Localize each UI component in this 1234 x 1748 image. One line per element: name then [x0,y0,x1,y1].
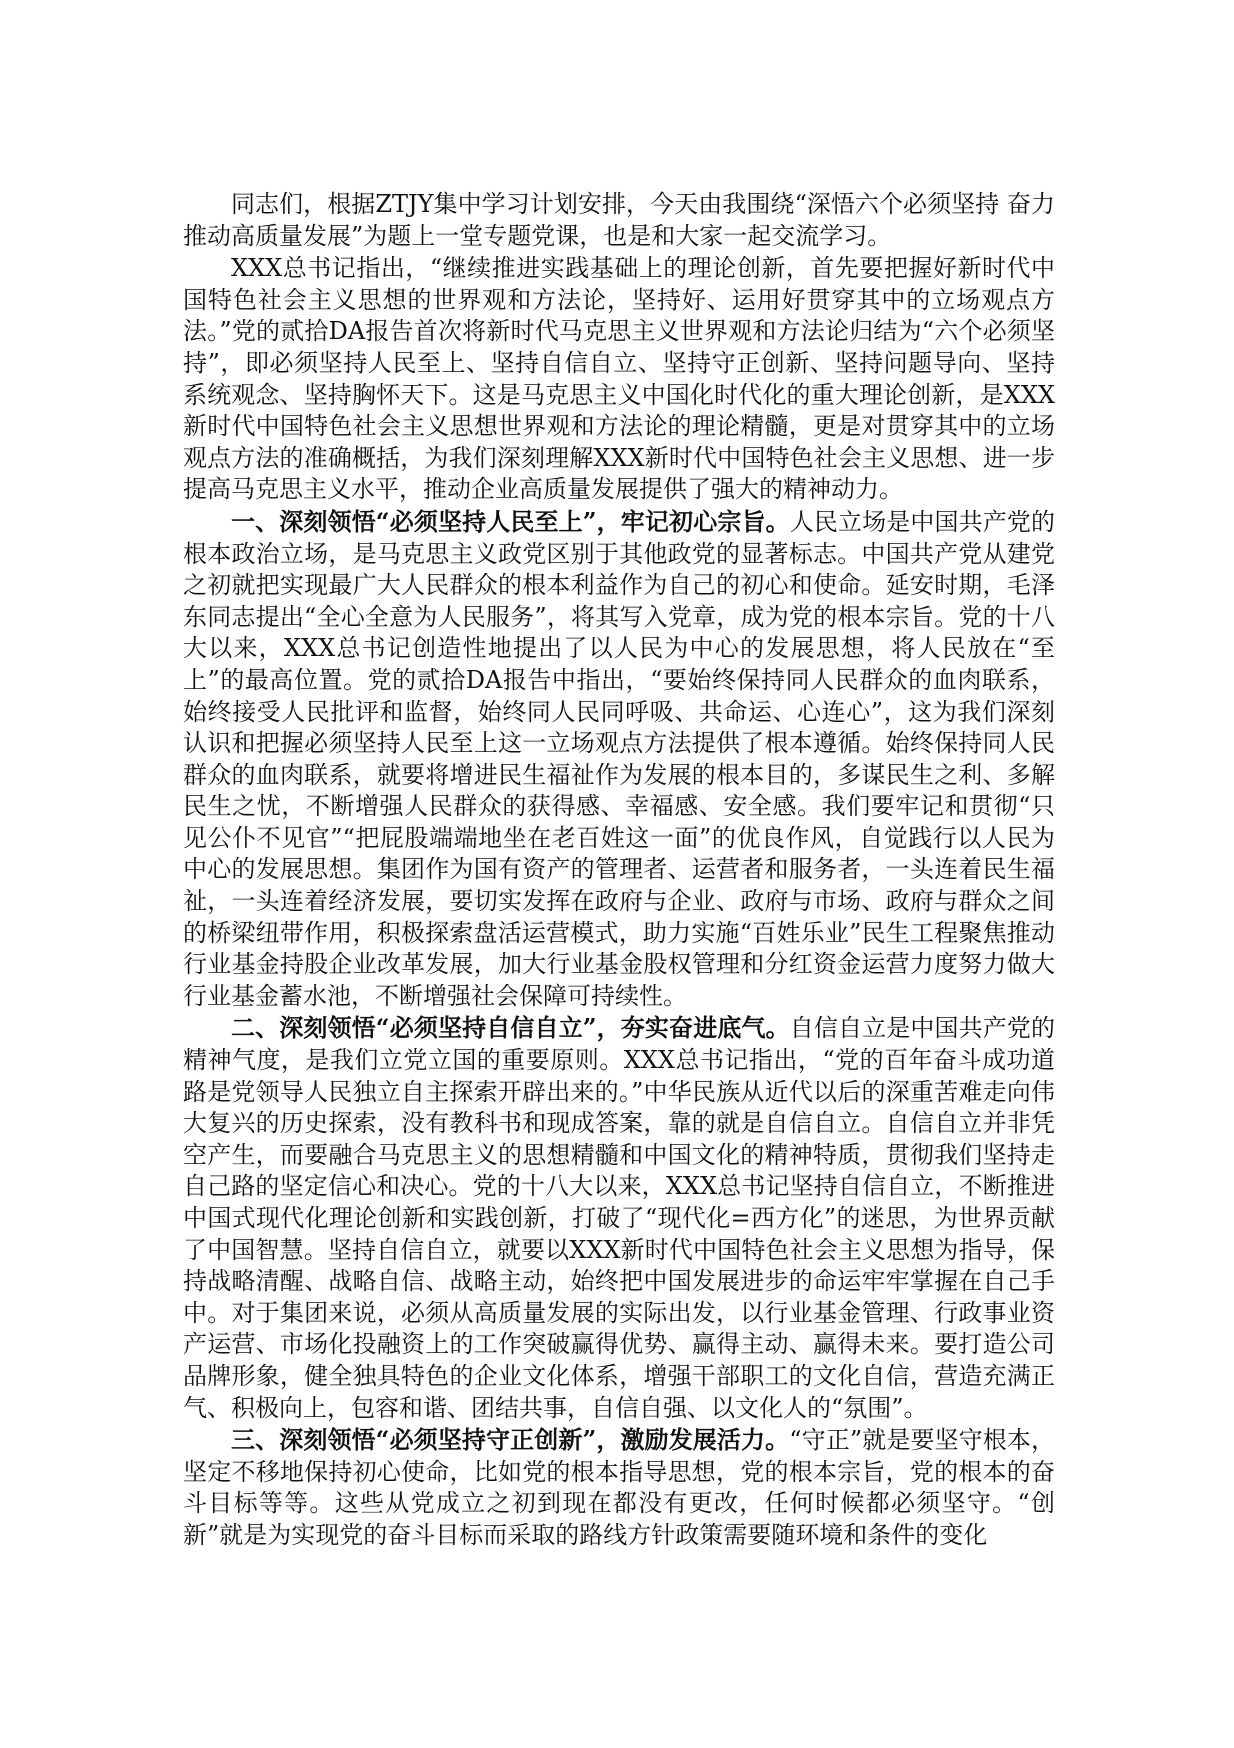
paragraph-text: XXX总书记指出，“继续推进实践基础上的理论创新，首先要把握好新时代中国特色社会主义思想的世界观和方法论，坚持好、运用好贯穿其中的立场观点方法。”党的贰拾DA报告首次将新时代马克思主义世界观和方法论归结为“六个必须坚持”，即必须坚持人民至上、坚持自信自立、坚持守正创新、坚持问题导向、坚持系统观念、坚持胸怀天下。这是马克思主义中国化时代化的重大理论创新，是XXX新时代中国特色社会主义思想世界观和方法论的理论精髓，更是对贯穿其中的立场观点方法的准确概括，为我们深刻理解XXX新时代中国特色社会主义思想、进一步提高马克思主义水平，推动企业高质量发展提供了强大的精神动力。 [183,254,1055,504]
paragraph-text: “守正”就是要坚守根本，坚定不移地保持初心使命，比如党的根本指导思想，党的根本宗旨，党的根本的奋斗目标等等。这些从党成立之初到现在都没有更改，任何时候都必须坚守。“创新”就是为实现党的奋斗目标而采取的路线方针政策需要随环境和条件的变化 [183,1426,1055,1549]
paragraph-text: 同志们，根据ZTJY集中学习计划安排，今天由我围绕“深悟六个必须坚持 奋力推动高质量发展”为题上一堂专题党课，也是和大家一起交流学习。 [183,190,1055,250]
paragraph-introduction [183,252,1055,506]
paragraph-section-3 [183,1424,1055,1551]
section-heading-2: 二、深刻领悟“必须坚持自信自立”，夯实奋进底气。 [231,1013,790,1043]
paragraph-text: 人民立场是中国共产党的根本政治立场，是马克思主义政党区别于其他政党的显著标志。中国共产党从建党之初就把实现最广大人民群众的根本利益作为自己的初心和使命。延安时期，毛泽东同志提出“全心全意为人民服务”，将其写入党章，成为党的根本宗旨。党的十八大以来，XXX总书记创造性地提出了以人民为中心的发展思想，将人民放在“至上”的最高位置。党的贰拾DA报告中指出，“要始终保持同人民群众的血肉联系，始终接受人民批评和监督，始终同人民同呼吸、共命运、心连心”，这为我们深刻认识和把握必须坚持人民至上这一立场观点方法提供了根本遵循。始终保持同人民群众的血肉联系，就要将增进民生福祉作为发展的根本目的，多谋民生之利、多解民生之忧，不断增强人民群众的获得感、幸福感、安全感。我们要牢记和贯彻“只见公仆不见官”“把屁股端端地坐在老百姓这一面”的优良作风，自觉践行以人民为中心的发展思想。集团作为国有资产的管理者、运营者和服务者，一头连着民生福祉，一头连着经济发展，要切实发挥在政府与企业、政府与市场、政府与群众之间的桥梁纽带作用，积极探索盘活运营模式，助力实施“百姓乐业”民生工程聚焦推动行业基金持股企业改革发展，加大行业基金股权管理和分红资金运营力度努力做大行业基金蓄水池，不断增强社会保障可持续性。 [183,507,1056,1010]
paragraph-section-2 [183,1012,1055,1424]
document-body [183,188,1055,1552]
section-heading-1: 一、深刻领悟“必须坚持人民至上”，牢记初心宗旨。 [231,506,790,536]
paragraph-text: 自信自立是中国共产党的精神气度，是我们立党立国的重要原则。XXX总书记指出，“党的百年奋斗成功道路是党领导人民独立自主探索开辟出来的。”中华民族从近代以后的深重苦难走向伟大复兴的历史探索，没有教科书和现成答案，靠的就是自信自立。自信自立并非凭空产生，而要融合马克思主义的思想精髓和中国文化的精神特质，贯彻我们坚持走自己路的坚定信心和决心。党的十八大以来，XXX总书记坚持自信自立，不断推进中国式现代化理论创新和实践创新，打破了“现代化=西方化”的迷思，为世界贡献了中国智慧。坚持自信自立，就要以XXX新时代中国特色社会主义思想为指导，保持战略清醒、战略自信、战略主动，始终把中国发展进步的命运牢牢掌握在自己手中。对于集团来说，必须从高质量发展的实际出发，以行业基金管理、行政事业资产运营、市场化投融资上的工作突破赢得优势、赢得主动、赢得未来。要打造公司品牌形象，健全独具特色的企业文化体系，增强干部职工的文化自信，营造充满正气、积极向上，包容和谐、团结共事，自信自强、以文化人的“氛围”。 [183,1014,1056,1422]
paragraph-opening [183,188,1055,252]
paragraph-section-1 [183,506,1055,1013]
section-heading-3: 三、深刻领悟“必须坚持守正创新”，激励发展活力。 [231,1425,790,1455]
